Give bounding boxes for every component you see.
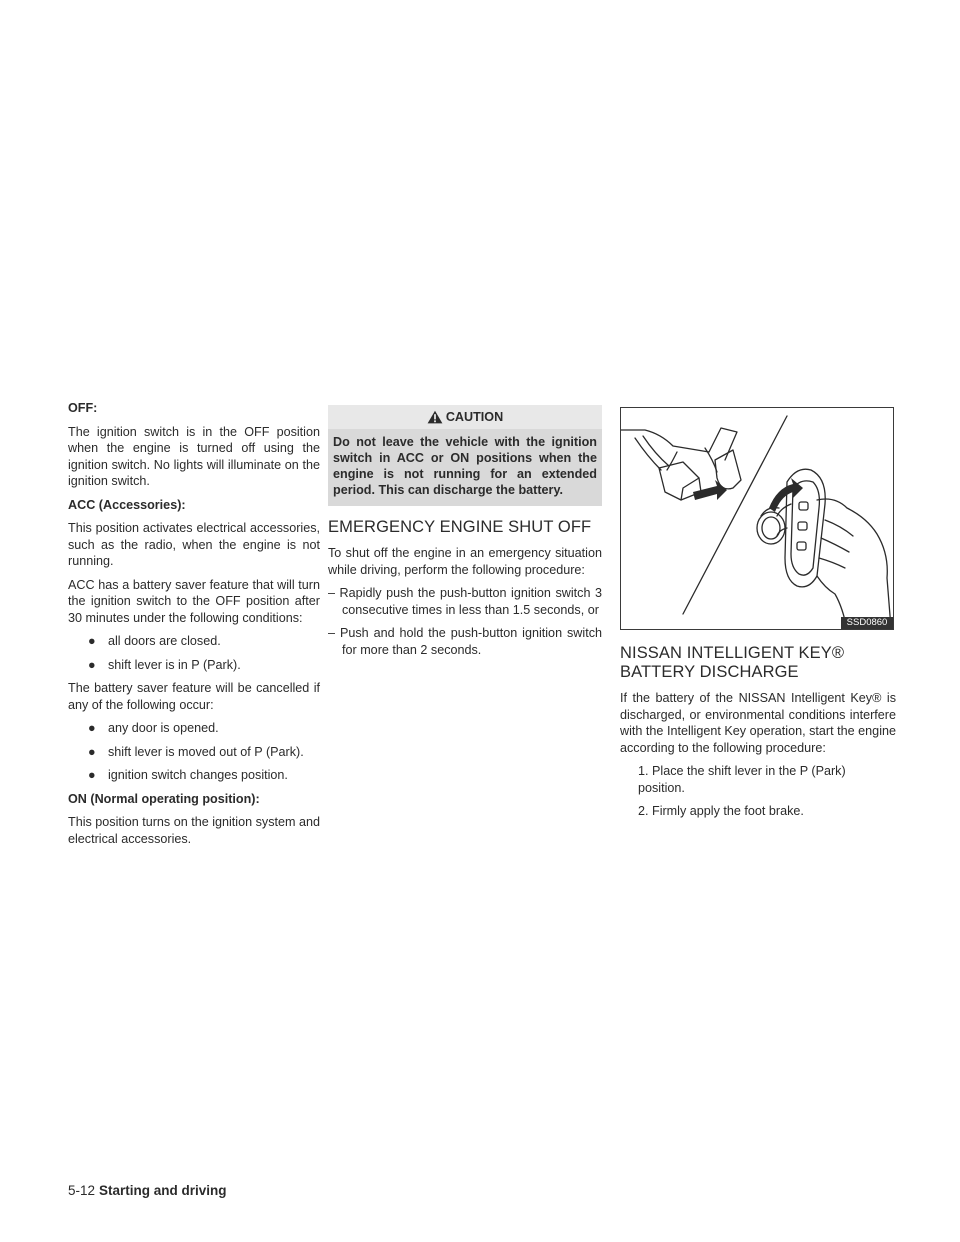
- page-footer: [68, 1183, 227, 1198]
- section-title-intelligent-key: NISSAN INTELLIGENT KEY® BATTERY DISCHARGE: [620, 644, 845, 681]
- key-to-ignition-illustration: [621, 408, 894, 630]
- cancel-item: ● shift lever is moved out of P (Park).: [88, 744, 304, 759]
- cancel-item: ● any door is opened.: [88, 721, 219, 735]
- emergency-intro: To shut off the engine in an emergency situation while driving, perform the following procedure:: [328, 546, 602, 577]
- condition-item: ● shift lever is in P (Park).: [88, 657, 241, 672]
- caution-box: [328, 405, 602, 506]
- emergency-step: – Rapidly push the push-button ignition switch 3 consecutive times in less than 1.5 seconds, or: [328, 586, 602, 617]
- on-heading: ON (Normal operating position):: [68, 791, 260, 806]
- bullet-icon: ●: [88, 634, 96, 648]
- warning-triangle-icon: [427, 410, 443, 424]
- condition-item: ● all doors are closed.: [88, 634, 221, 648]
- middle-column: [328, 400, 602, 665]
- bullet-icon: ●: [88, 721, 96, 735]
- bullet-icon: ●: [88, 768, 96, 782]
- off-text: The ignition switch is in the OFF position when the engine is turned off using the ignition switch. No lights will illuminate on the ignition switch.: [68, 424, 320, 488]
- figure-ignition-key: [620, 407, 894, 630]
- bullet-icon: ●: [88, 657, 96, 672]
- figure-code: SSD0860: [841, 617, 893, 629]
- emergency-step: – Push and hold the push-button ignition switch for more than 2 seconds.: [328, 626, 602, 657]
- left-column: [68, 400, 320, 854]
- off-heading: OFF:: [68, 401, 98, 415]
- acc-heading: ACC (Accessories):: [68, 497, 186, 512]
- footer-section-title: Starting and driving: [99, 1183, 227, 1198]
- bullet-icon: ●: [88, 744, 96, 759]
- caution-title: CAUTION: [445, 409, 504, 424]
- cancel-text: The battery saver feature will be cancelled if any of the following occur:: [68, 681, 320, 712]
- section-title-emergency: EMERGENCY ENGINE SHUT OFF: [328, 518, 592, 536]
- cancel-item: ● ignition switch changes position.: [88, 768, 288, 782]
- right-column: [620, 400, 896, 827]
- acc-text: This position activates electrical accessories, such as the radio, when the engine is not running.: [68, 521, 320, 568]
- intelligent-key-intro: If the battery of the NISSAN Intelligent Key® is discharged, or environmental conditions interfere with the Intelligent Key operation, start the engine according to the following procedure:: [620, 691, 896, 755]
- intelligent-key-step: 1. Place the shift lever in the P (Park) position.: [638, 764, 846, 795]
- on-text: This position turns on the ignition system and electrical accessories.: [68, 815, 321, 846]
- caution-header: [328, 405, 602, 429]
- intelligent-key-step: 2. Firmly apply the foot brake.: [638, 804, 804, 818]
- acc-saver-text: ACC has a battery saver feature that will turn the ignition switch to the OFF position after 30 minutes under the following conditions:: [68, 577, 320, 625]
- page-number: 5-12: [68, 1183, 96, 1198]
- caution-text: Do not leave the vehicle with the ignition switch in ACC or ON positions when the engine is not running for an extended period. This can discharge the battery.: [333, 435, 597, 497]
